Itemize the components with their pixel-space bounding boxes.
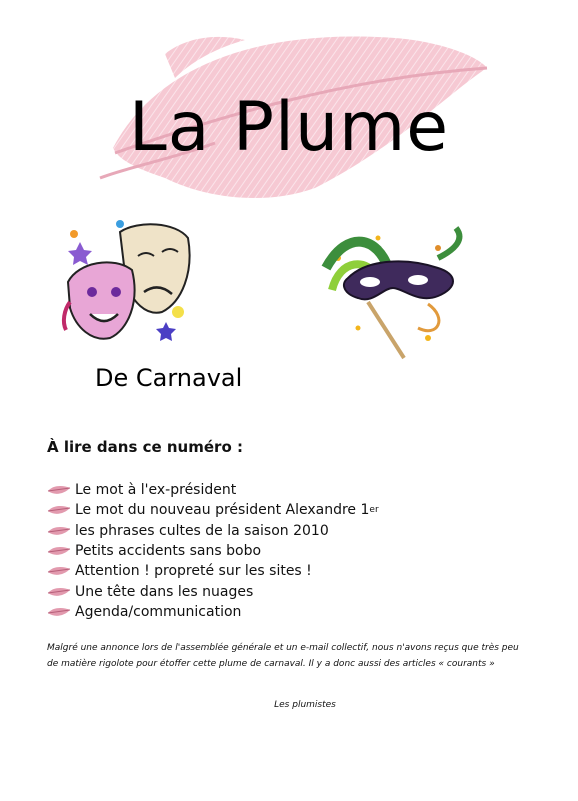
feather-bullet-icon <box>47 545 71 557</box>
toc-item-label: les phrases cultes de la saison 2010 <box>75 522 329 539</box>
toc-item-label: Agenda/communication <box>75 603 242 620</box>
editorial-note: Malgré une annonce lors de l'assemblée générale et un e-mail collectif, nous n'avons reçus que très peu de matière rigolote pour étoffer cette plume de carnaval. Il y a donc aussi des articles « courants » <box>47 643 519 669</box>
theatre-masks-icon <box>58 212 198 354</box>
table-of-contents <box>47 480 379 622</box>
feather-bullet-icon <box>47 504 71 516</box>
toc-item <box>47 480 379 500</box>
toc-item-label: Le mot du nouveau président Alexandre 1 <box>75 502 370 519</box>
toc-item <box>47 521 379 541</box>
feather-bullet-icon <box>47 586 71 598</box>
feather-bullet-icon <box>47 525 71 537</box>
newsletter-title: La Plume <box>128 88 450 167</box>
toc-item: Le mot du nouveau président Alexandre 1 er <box>47 500 379 520</box>
feather-bullet-icon <box>47 565 71 577</box>
feather-bullet-icon <box>47 484 71 496</box>
toc-item-label: Attention ! propreté sur les sites ! <box>75 563 312 580</box>
toc-item <box>47 541 379 561</box>
toc-item-label: Une tête dans les nuages <box>75 583 254 600</box>
newsletter-subtitle: De Carnaval <box>95 364 243 392</box>
toc-item <box>47 581 379 601</box>
toc-heading: À lire dans ce numéro : <box>47 438 243 456</box>
toc-item <box>47 602 379 622</box>
feather-bullet-icon <box>47 606 71 618</box>
toc-item-label: Petits accidents sans bobo <box>75 543 262 560</box>
toc-item <box>47 561 379 581</box>
venetian-mask-icon <box>318 218 468 368</box>
signature: Les plumistes <box>274 700 336 710</box>
toc-item-label: Le mot à l'ex-président <box>75 482 237 499</box>
